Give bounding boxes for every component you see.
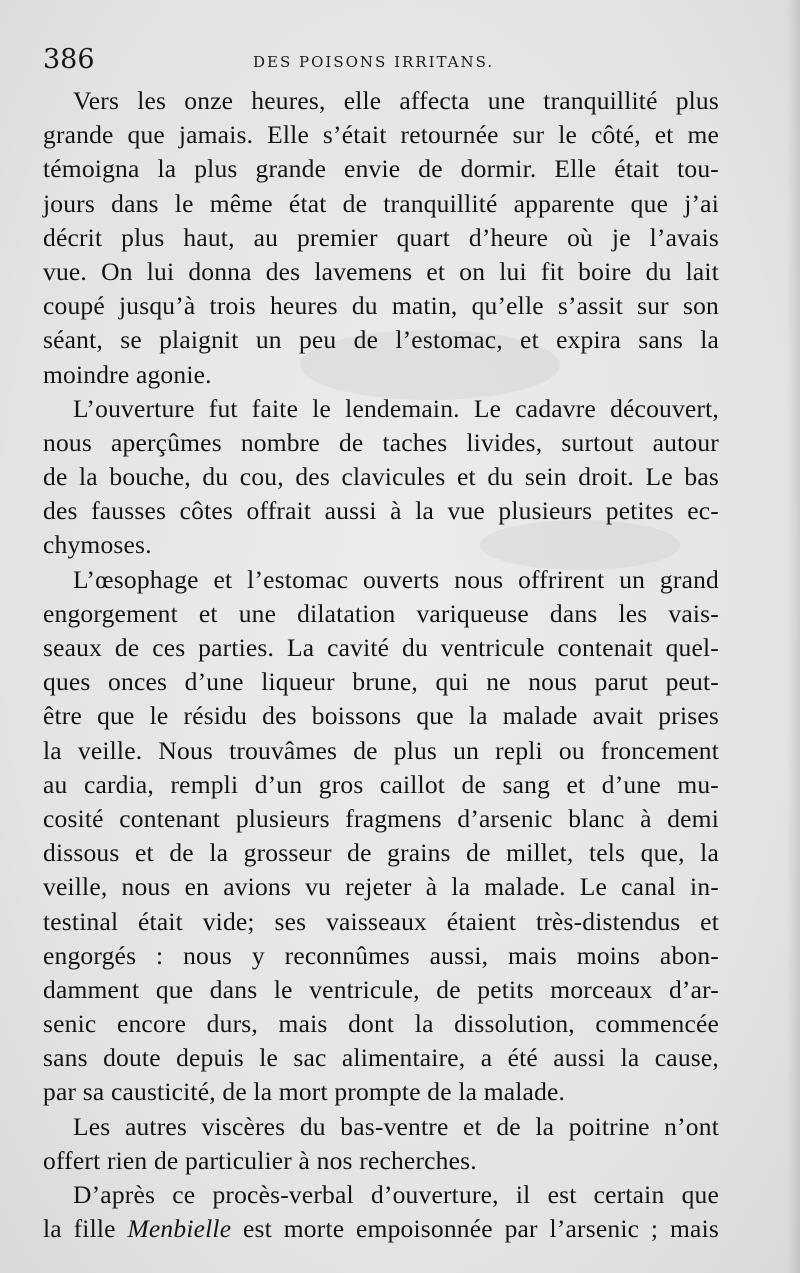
text-line: de la bouche, du cou, des clavicules et du sein droit. Le bas xyxy=(43,462,719,492)
text-line: décrit plus haut, au premier quart d’heure où je l’avais xyxy=(43,222,719,252)
text-line: nous aperçûmes nombre de taches livides, surtout autour xyxy=(43,427,719,457)
page-number: 386 xyxy=(43,44,95,75)
text-line: offert rien de particulier à nos recherches. xyxy=(43,1145,477,1175)
paragraph xyxy=(43,84,719,392)
text-line: moindre agonie. xyxy=(43,359,212,389)
text-line: D’après ce procès-verbal d’ouverture, il est certain que xyxy=(73,1180,719,1209)
text-segment: est morte empoisonnée par l’arsenic ; mais xyxy=(231,1214,719,1244)
text-line: par sa causticité, de la mort prompte de la malade. xyxy=(43,1077,566,1107)
page-edge-shadow xyxy=(786,0,800,1273)
text-line: senic encore durs, mais dont la dissolution, commencée xyxy=(43,1009,719,1039)
paragraph xyxy=(43,392,719,563)
text-line: vue. On lui donna des lavemens et on lui fit boire du lait xyxy=(43,256,719,286)
body-text xyxy=(43,84,719,1246)
text-line: ques onces d’une liqueur brune, qui ne nous parut peut- xyxy=(43,667,719,697)
text-line: jours dans le même état de tranquillité apparente que j’ai xyxy=(43,188,719,218)
text-line: chymoses. xyxy=(43,530,152,560)
paragraph xyxy=(43,563,719,1110)
text-line: témoigna la plus grande envie de dormir. Elle était tou- xyxy=(43,154,719,184)
text-line: Vers les onze heures, elle affecta une tranquillité plus xyxy=(73,86,719,115)
text-line: sans doute depuis le sac alimentaire, a été aussi la cause, xyxy=(43,1043,719,1073)
text-line: Les autres viscères du bas-ventre et de la poitrine n’ont xyxy=(73,1111,719,1141)
text-line: engorgés : nous y reconnûmes aussi, mais moins abon- xyxy=(43,940,719,970)
paragraph xyxy=(43,1110,719,1178)
text-line: cosité contenant plusieurs fragmens d’arsenic blanc à demi xyxy=(43,803,719,833)
text-line: engorgement et une dilatation variqueuse dans les vais- xyxy=(43,598,719,628)
text-line: testinal était vide; ses vaisseaux étaient très-distendus et xyxy=(43,906,719,936)
text-line: damment que dans le ventricule, de petits morceaux d’ar- xyxy=(43,974,719,1004)
text-line: séant, se plaignit un peu de l’estomac, et expira sans la xyxy=(43,325,719,355)
text-line: dissous et de la grosseur de grains de millet, tels que, la xyxy=(43,838,719,868)
text-line: coupé jusqu’à trois heures du matin, qu’elle s’assit sur son xyxy=(43,291,719,321)
text-line: la veille. Nous trouvâmes de plus un repli ou froncement xyxy=(43,735,719,765)
text-line: des fausses côtes offrait aussi à la vue plusieurs petites ec- xyxy=(43,496,719,526)
text-line: seaux de ces parties. La cavité du ventricule contenait quel- xyxy=(43,633,719,662)
text-line: veille, nous en avions vu rejeter à la malade. Le canal in- xyxy=(43,872,719,902)
text-line: L’ouverture fut faite le lendemain. Le cadavre découvert, xyxy=(73,393,719,423)
paragraph xyxy=(43,1178,719,1246)
person-name-italic: Menbielle xyxy=(127,1214,232,1244)
text-line: être que le résidu des boissons que la malade avait prises xyxy=(43,701,719,731)
text-line: au cardia, rempli d’un gros caillot de sang et d’une mu- xyxy=(43,769,719,799)
text-line: L’œsophage et l’estomac ouverts nous offrirent un grand xyxy=(73,564,719,594)
text-line: grande que jamais. Elle s’était retournée sur le côté, et me xyxy=(43,120,719,150)
running-head xyxy=(43,42,723,78)
running-title: DES POISONS IRRITANS. xyxy=(253,53,495,71)
text-line xyxy=(43,1212,719,1246)
text-segment: la fille xyxy=(43,1214,128,1244)
